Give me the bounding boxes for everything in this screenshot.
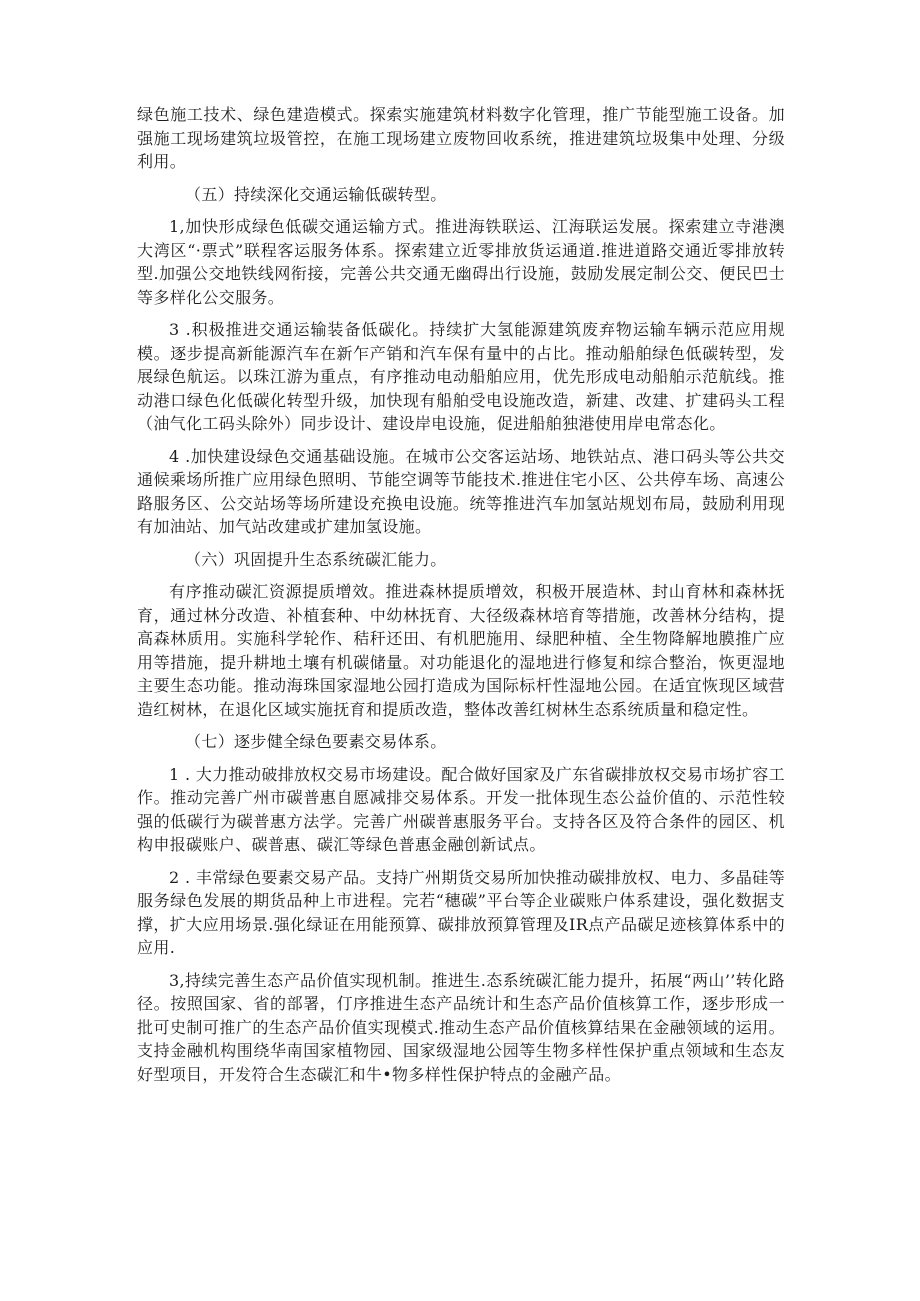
section-5-item-4: 4 .加快建设绿色交通基础设施。在城市公交客运站场、地铁站点、港口码头等公共交通候乘场所推广应用绿色照明、节能空调等节能技术.推进住宅小区、公共停车场、高速公路服务区、公交站场等场所建设充换电设施。统等推进汽车加氢站规划布局，鼓励利用现有加油站、加气站改建或扩建加氢设施。 [137, 446, 785, 536]
section-7-item-2: 2 . 丰常绿色要素交易产品。支持广州期货交易所加快推动碳排放权、电力、多晶硅等服务绿色发展的期货品种上市进程。完若“穗碳”平台等企业碳账户体系建设，强化数据支撑，扩大应用场景.强化绿证在用能预算、碳排放预算管理及IR点产品碳足迹核算体系中的应用. [137, 867, 785, 957]
document-body [137, 103, 785, 1095]
section-5-item-1: 1,加快形成绿色低碳交通运输方式。推进海铁联运、江海联运发展。探索建立寺港澳大湾区“·票式”联程客运服务体系。探索建立近零排放货运通道.推进道路交通近零排放转型.加强公交地铁线网衔接，完善公共交通无幽碍出行设施，鼓励发展定制公交、便民巴士等多样化公交服务。 [137, 217, 785, 307]
section-heading-5: （五）持续深化交通运输低碳转型。 [185, 184, 447, 204]
section-heading-6: （六）巩固提升生态系统碳汇能力。 [185, 549, 447, 569]
section-6-paragraph: 有序推动碳汇资源提质增效。推进森林提质增效，积极开展造林、封山育林和森林抚育，通过林分改造、补植套种、中幼林抚育、大径级森林培育等措施，改善林分结构，提高森林质用。实施科学轮作、秸秆还田、有机肥施用、绿肥种植、全生物降解地膜推广应用等措施，提升耕地土壤有机碳储量。对功能退化的湿地进行修复和综合整治，恢更湿地主要生态功能。推动海珠国家湿地公园打造成为国际标杆性湿地公园。在适宜恢现区域营造红树林，在退化区域实施抚育和提质改造，整体改善红树林生态系统质量和稳定性。 [137, 582, 785, 719]
intro-paragraph: 绿色施工技术、绿色建造模式。探索实施建筑材料数字化管理，推广节能型施工设备。加强施工现场建筑垃圾管控，在施工现场建立废物回收系统，推进建筑垃圾集中处理、分级利用。 [137, 105, 785, 171]
section-7-item-3: 3,持续完善生态产品价值实现机制。推进生.态系统碳汇能力提升，拓展“两山’’转化路径。按照国家、省的部署，仃序推进生态产品统计和生态产品价值核算工作，逐步形成一批可史制可推广的生态产品价值实现模式.推动生态产品价值核算结果在金融领域的运用。支持金融机构围绕华南国家植物园、国家级湿地公园等生物多样性保护重点领域和生态友好型项目，开发符合生态碳汇和牛•物多样性保护特点的金融产品。 [137, 970, 785, 1084]
section-heading-7: （七）逐步健全绿色要素交易体系。 [185, 732, 447, 751]
section-5-item-3: 3 .积极推进交通运输装备低碳化。持续扩大氢能源建筑废弃物运输车辆示范应用规模。逐步提高新能源汽车在新乍产销和汽车保有量中的占比。推动船舶绿色低碳转型，发展绿色航运。以珠江游为重点，有序推动电动船舶应用，优先形成电动船舶示范航线。推动港口绿色化低碳化转型升级，加快现有船舶受电设施改造，新建、改建、扩建码头工程（油气化工码头除外）同步设计、建设岸电设施，促进船舶独港使用岸电常态化。 [137, 320, 785, 433]
section-7-item-1: 1 . 大力推动破排放权交易市场建设。配合做好国家及广东省碳排放权交易市场扩容工作。推动完善广州市碳普惠自愿减排交易体系。开发一批体现生态公益价值的、示范性较强的低碳行为碳普惠方法学。完善广州碳普惠服务平台。支持各区及符合条件的园区、机构申报碳账户、碳普惠、碳汇等绿色普惠金融创新试点。 [137, 764, 785, 854]
